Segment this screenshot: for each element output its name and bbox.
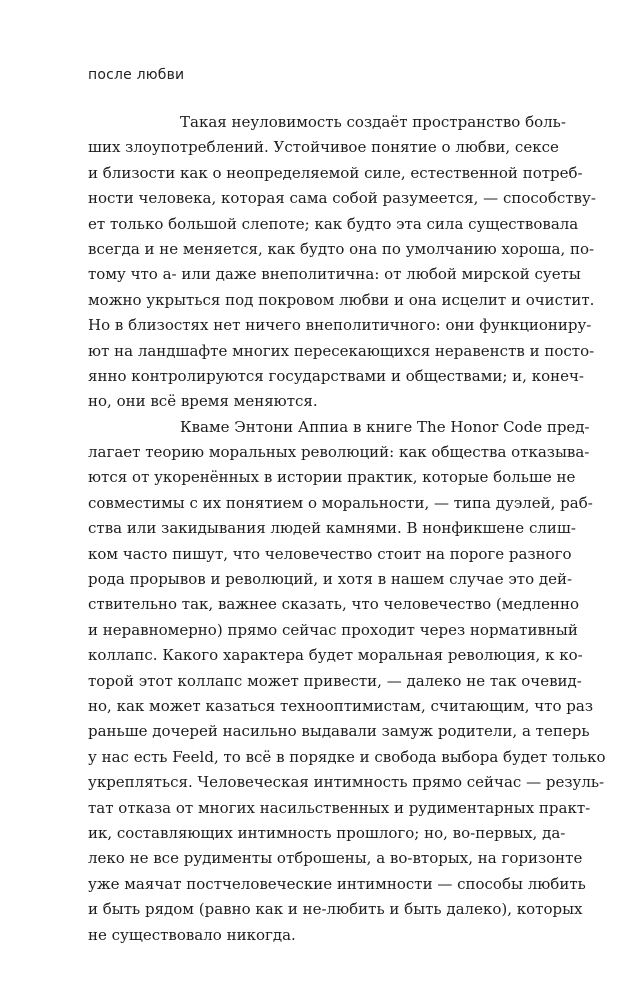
text-line: у нас есть Feeld, то всё в порядке и свобода выбора будет только [88,747,606,766]
text-line: ются от укоренённых в истории практик, которые больше не [88,468,576,487]
text-line: лагает теорию моральных революций: как общества отказыва- [88,443,590,462]
text-line: Но в близостях нет ничего внеполитичного: они функциониру- [88,316,592,335]
text-line: Кваме Энтони Аппиа в книге The Honor Code пред- [180,417,590,436]
text-line: не существовало никогда. [88,925,296,944]
paragraph-2 [88,415,606,948]
text-line: рода прорывов и революций, и хотя в нашем случае это дей- [88,570,573,589]
text-line: ик, составляющих интимность прошлого; но, во-первых, да- [88,823,566,842]
text-line: ших злоупотреблений. Устойчивое понятие о любви, сексе [88,138,559,157]
text-line: тому что а- или даже внеполитична: от любой мирской суеты [88,265,581,284]
text-line: укрепляться. Человеческая интимность прямо сейчас — резуль- [88,773,605,792]
text-line: ства или закидывания людей камнями. В нонфикшене слиш- [88,519,576,538]
text-line: совместимы с их понятием о моральности, — типа дуэлей, раб- [88,493,593,512]
text-line: янно контролируются государствами и обществами; и, конеч- [88,366,584,385]
text-line: торой этот коллапс может привести, — далеко не так очевид- [88,671,582,690]
text-line: коллапс. Какого характера будет моральная революция, к ко- [88,646,583,665]
text-line: всегда и не меняется, как будто она по умолчанию хороша, по- [88,239,595,258]
text-line: ствительно так, важнее сказать, что человечество (медленно [88,595,580,614]
text-line: ют на ландшафте многих пересекающихся неравенств и посто- [88,341,595,360]
text-line: раньше дочерей насильно выдавали замуж родители, а теперь [88,722,590,741]
body-text [88,110,606,948]
text-line: и близости как о неопределяемой силе, естественной потреб- [88,163,583,182]
text-line: ности человека, которая сама собой разумеется, — способству- [88,189,596,208]
text-line: Такая неуловимость создаёт пространство боль- [180,113,566,131]
text-line: тат отказа от многих насильственных и рудиментарных практ- [88,798,591,817]
text-line: но, они всё время меняются. [88,392,318,411]
text-line: ком часто пишут, что человечество стоит на пороге разного [88,544,572,563]
text-line: уже маячат постчеловеческие интимности — способы любить [88,874,586,893]
text-line: леко не все рудименты отброшены, а во-вторых, на горизонте [88,849,583,868]
text-line: можно укрыться под покровом любви и она исцелит и очистит. [88,290,595,309]
paragraph-1 [88,110,596,415]
running-head: после любви [88,67,185,83]
text-line: и быть рядом (равно как и не-любить и быть далеко), которых [88,900,583,919]
text-line: и неравномерно) прямо сейчас проходит через нормативный [88,620,578,639]
text-line: но, как может казаться технооптимистам, считающим, что раз [88,696,594,715]
text-line: ет только большой слепоте; как будто эта сила существовала [88,214,579,233]
